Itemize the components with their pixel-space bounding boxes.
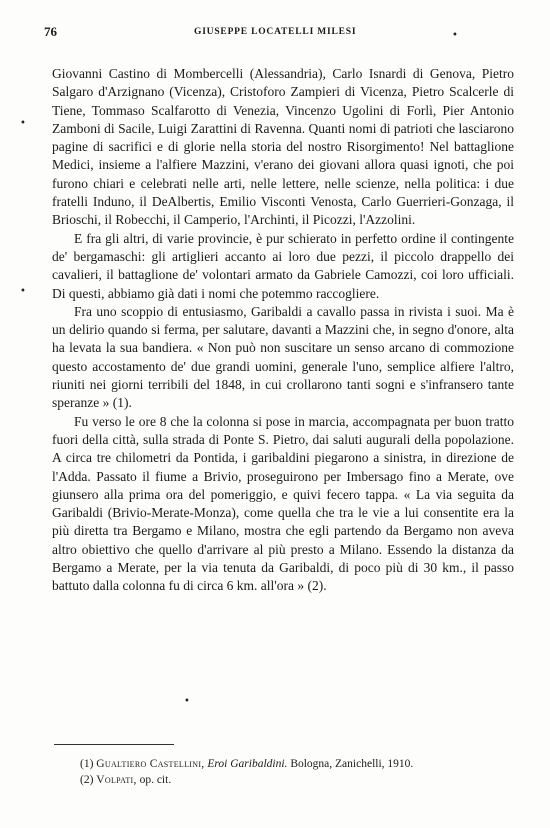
footnote-1-publisher: Bologna, Zanichelli, 1910. [290,758,414,770]
running-head: GIUSEPPE LOCATELLI MILESI [194,27,357,37]
page-number: 76 [44,24,57,39]
paragraph-4: Fu verso le ore 8 che la colonna si pose in marcia, accompagnata per buon tratto fuori della città, sulla strada di Ponte S. Pietro, dai saluti augurali della popolazione. A circa tre chilometri da Pontida, i garibaldini piegarono a sinistra, in direzione de l'Adda. Passato il fiume a Brivio, proseguirono per Imbersago fino a Merate, ove giunsero alla prima ora del pomeriggio, e quivi fecero tappa. « La via seguita da Garibaldi (Brivio-Merate-Monza), come quella che tra le vie a lui consentite era la più diretta tra Bergamo e Milano, mostra che egli partendo da Bergamo non aveva altro obiettivo che quello d'arrivare al più presto a Milano. Essendo la distanza da Bergamo a Merate, per la via tenuta da Garibaldi, di poco più di 30 km., il passo battuto dalla colonna fu di circa 6 km. all'ora » (2). [52,413,514,594]
footnote-1-title: Eroi Garibaldini. [207,758,288,770]
footnote-1-marker: (1) [80,758,94,770]
body-text [52,65,514,596]
footnote-2-reference: op. cit. [139,774,172,786]
paragraph-2: E fra gli altri, di varie provincie, è pur schierato in perfetto ordine il contingente de' bergamaschi: gli artiglieri accanto ai loro due pezzi, il piccolo drappello dei cavalieri, il battaglione de' volontari armato da Gabriele Camozzi, coi loro ufficiali. Di questi, abbiamo già dati i nomi che potemmo raccogliere. [52,230,514,301]
footnote-2-marker: (2) [80,774,94,786]
paragraph-3: Fra uno scoppio di entusiasmo, Garibaldi a cavallo passa in rivista i suoi. Ma è un delirio quando si ferma, per salutare, davanti a Mazzini che, in segno d'onore, alta ha levata la sua bandiera. « Non può non suscitare un senso arcano di commozione questo accostamento de' due grandi uomini, generale l'uno, semplice alfiere l'altro, riuniti nei giorni terribili del 1848, in cui crollarono tanti sogni e s'infransero tante speranze » (1). [52,303,514,411]
page-header [44,24,512,42]
ink-speck: • [452,30,458,41]
footnotes [80,756,520,788]
footnote-2 [80,772,520,788]
ink-speck: • [20,118,26,129]
paragraph-1: Giovanni Castino di Mombercelli (Alessandria), Carlo Isnardi di Genova, Pietro Salgaro d'Arzignano (Vicenza), Cristoforo Zampieri di Vicenza, Pietro Scalcerle di Tiene, Tommaso Scalfarotto di Venezia, Vincenzo Ugolini di Forlì, Pier Antonio Zamboni di Sacile, Luigi Zarattini di Ravenna. Quanti nomi di patrioti che lasciarono pagine di sacrifici e di glorie nella storia del nostro Risorgimento! Nel battaglione Medici, insieme a l'alfiere Mazzini, v'erano dei giovani allora quasi ignoti, che poi furono chiari e celebrati nelle arti, nelle lettere, nelle scienze, nella politica: i due fratelli Induno, il DeAlbertis, Emilio Visconti Venosta, Carlo Guerrieri-Gonzaga, il Brioschi, il Robecchi, il Camperio, l'Archinti, il Picozzi, l'Azzolini. [52,66,514,228]
footnote-1 [80,756,520,772]
footnote-divider [54,744,174,745]
footnote-2-author: Volpati, [96,774,137,786]
footnote-1-author: Gualtiero Castellini, [96,758,205,770]
ink-speck: • [184,696,190,707]
ink-speck: • [20,286,26,297]
